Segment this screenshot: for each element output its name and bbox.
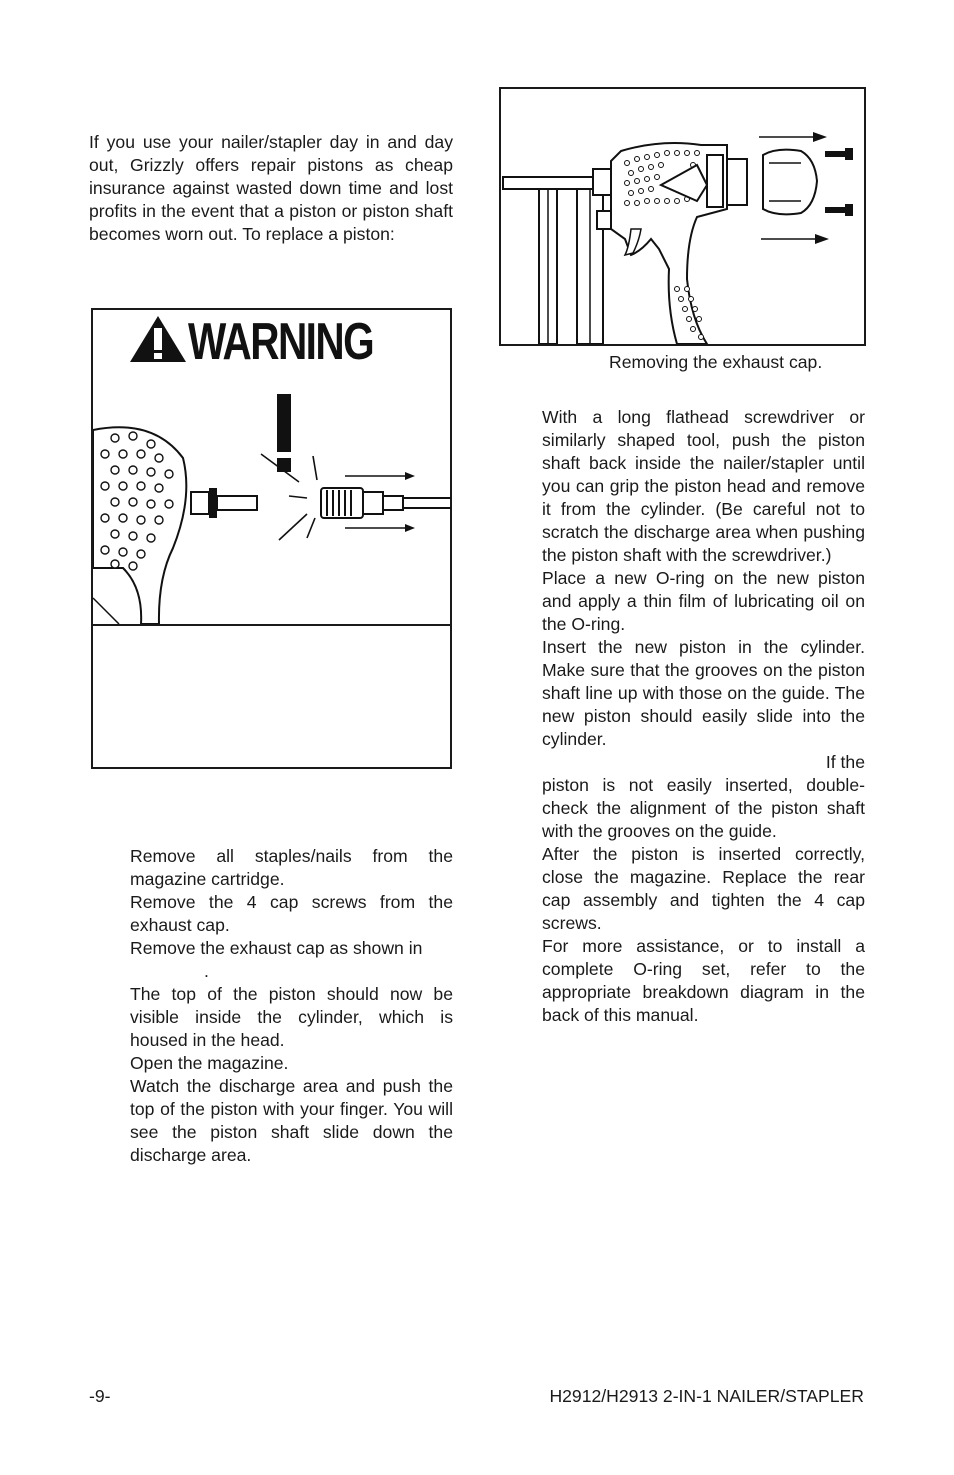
step-double-check: piston is not easily inserted, double-check the alignment of the piston shaft with the grooves on the guide. [542,775,865,841]
right-steps [542,406,865,1027]
warning-divider [92,624,451,626]
step-remove-screws: Remove the 4 cap screws from the exhaust cap. [130,892,453,935]
intro-text: If you use your nailer/stapler day in and day out, Grizzly offers repair pistons as cheap insurance against wasted down time and lost profits in the event that a piston or piston shaft becomes worn out. To replace a piston: [89,132,453,244]
footer-model: H2912/H2913 2-IN-1 NAILER/STAPLER [549,1386,864,1406]
exhaust-cap-figure [499,87,866,346]
step-remove-staples: Remove all staples/nails from the magazine cartridge. [130,846,453,889]
left-steps [130,845,453,1167]
step-remove-cap: Remove the exhaust cap as shown in [130,938,423,958]
figure-caption: Removing the exhaust cap. [609,352,823,372]
step-remove-cap-end: . [204,961,209,981]
step-insert-piston: Insert the new piston in the cylinder. Make sure that the grooves on the piston shaft line up with those on the guide. The new piston should easily slide into the cylinder. [542,637,865,749]
step-open-magazine: Open the magazine. [130,1053,289,1073]
warning-triangle-icon [128,314,188,364]
page-number: -9- [89,1386,111,1406]
step-if-the: If the [825,752,865,772]
step-close-magazine: After the piston is inserted correctly, close the magazine. Replace the rear cap assembly and tighten the 4 cap screws. [542,844,865,933]
air-disconnect-illustration [93,388,451,624]
step-push-shaft: With a long flathead screwdriver or similarly shaped tool, push the piston shaft back inside the nailer/stapler until you can grip the piston head and remove it from the cylinder. (Be careful not to scratch the discharge area when pushing the piston shaft with the screwdriver.) [542,407,865,565]
nailer-illustration [501,89,864,344]
step-more-assistance: For more assistance, or to install a complete O-ring set, refer to the appropriate breakdown diagram in the back of this manual. [542,936,865,1025]
step-push-piston: Watch the discharge area and push the top of the piston with your finger. You will see the piston shaft slide down the discharge area. [130,1076,453,1165]
step-new-oring: Place a new O-ring on the new piston and apply a thin film of lubricating oil on the O-ring. [542,568,865,634]
warning-title: WARNING [188,313,374,371]
step-piston-visible: The top of the piston should now be visible inside the cylinder, which is housed in the head. [130,984,453,1050]
intro-paragraph [89,131,453,246]
